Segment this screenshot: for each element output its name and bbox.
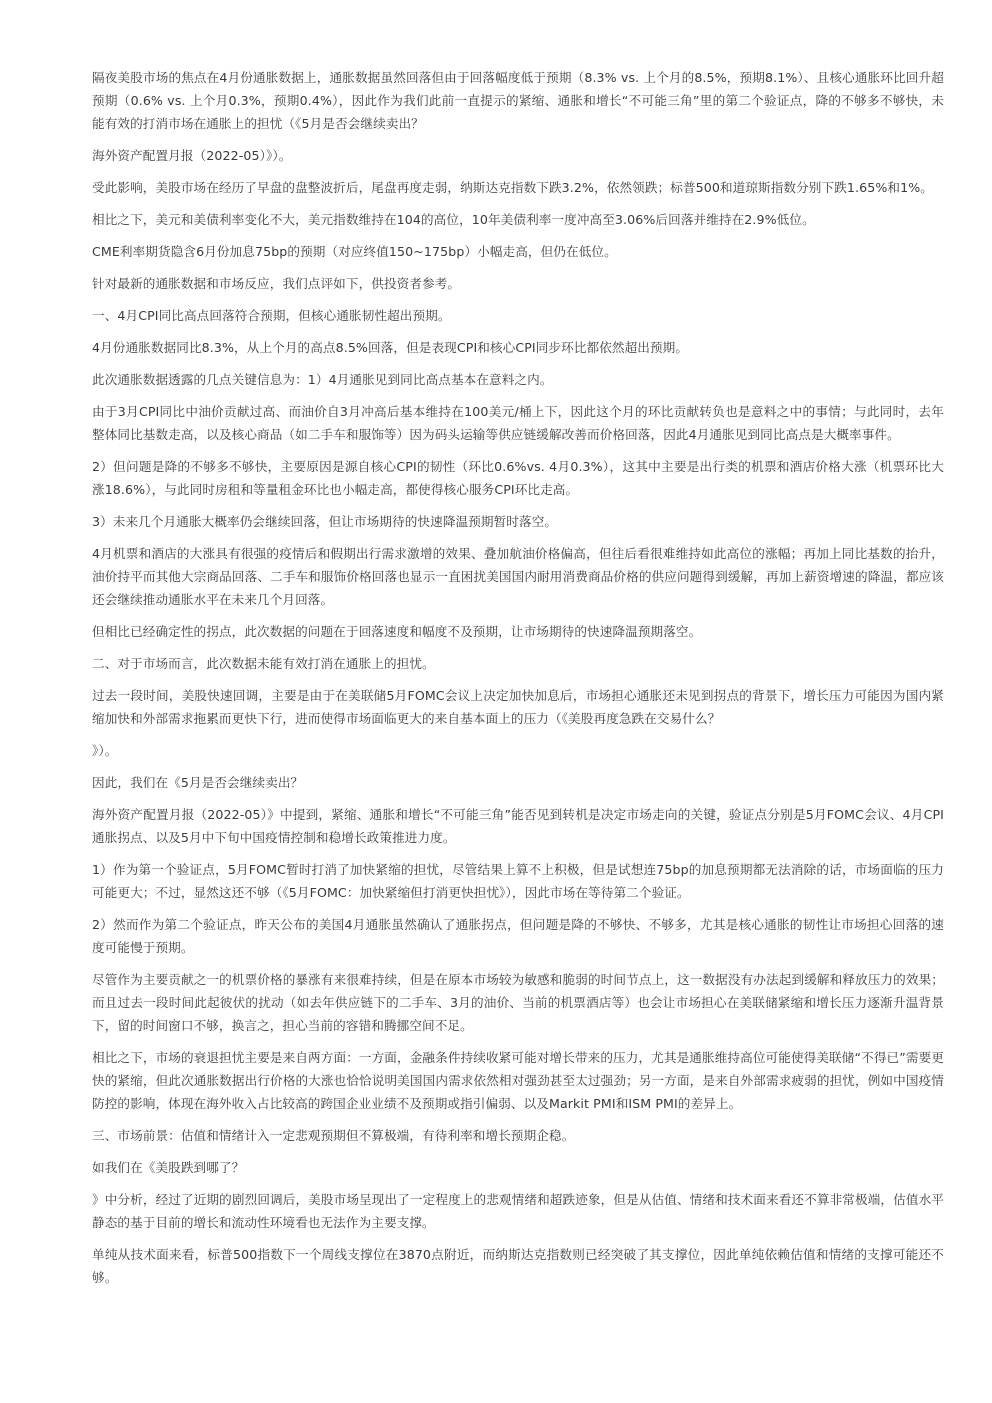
paragraph: 1）作为第一个验证点，5月FOMC暂时打消了加快紧缩的担忧，尽管结果上算不上积极，但是试想连75bp的加息预期都无法消除的话，市场面临的压力可能更大；不过，显然这还不够（《5月FOMC：加快紧缩但打消更快担忧》），因此市场在等待第二个验证。 xyxy=(92,862,944,900)
paragraph: 4月机票和酒店的大涨具有很强的疫情后和假期出行需求激增的效果、叠加航油价格偏高，但往后看很难维持如此高位的涨幅；再加上同比基数的抬升，油价持平而其他大宗商品回落、二手车和服饰价格回落也显示一直困扰美国国内耐用消费商品价格的供应问题得到缓解，再加上薪资增速的降温，都应该还会继续推动通胀水平在未来几个月回落。 xyxy=(92,546,944,607)
paragraph: 尽管作为主要贡献之一的机票价格的暴涨有来很难持续，但是在原本市场较为敏感和脆弱的时间节点上，这一数据没有办法起到缓解和释放压力的效果；而且过去一段时间此起彼伏的扰动（如去年供应链下的二手车、3月的油价、当前的机票酒店等）也会让市场担心在美联储紧缩和增长压力逐渐升温背景下，留的时间窗口不够，换言之，担心当前的容错和腾挪空间不足。 xyxy=(92,972,944,1033)
paragraph: CME利率期货隐含6月份加息75bp的预期（对应终值150~175bp）小幅走高，但仍在低位。 xyxy=(92,244,617,259)
section-heading: 三、市场前景：估值和情绪计入一定悲观预期但不算极端，有待利率和增长预期企稳。 xyxy=(92,1128,575,1143)
paragraph: 针对最新的通胀数据和市场反应，我们点评如下，供投资者参考。 xyxy=(92,276,461,291)
paragraph: 由于3月CPI同比中油价贡献过高、而油价自3月冲高后基本维持在100美元/桶上下，因此这个月的环比贡献转负也是意料之中的事情；与此同时，去年整体同比基数走高，以及核心商品（如二手车和服饰等）因为码头运输等供应链缓解改善而价格回落，因此4月通胀见到同比高点是大概率事件。 xyxy=(92,404,944,442)
paragraph: 》中分析，经过了近期的剧烈回调后，美股市场呈现出了一定程度上的悲观情绪和超跌迹象，但是从估值、情绪和技术面来看还不算非常极端，估值水平静态的基于目前的增长和流动性环境看也无法作为主要支撑。 xyxy=(92,1192,944,1230)
paragraph: 4月份通胀数据同比8.3%，从上个月的高点8.5%回落，但是表现CPI和核心CPI同步环比都依然超出预期。 xyxy=(92,340,689,355)
section-heading: 二、对于市场而言，此次数据未能有效打消在通胀上的担忧。 xyxy=(92,656,435,671)
section-heading: 一、4月CPI同比高点回落符合预期，但核心通胀韧性超出预期。 xyxy=(92,308,451,323)
paragraph: 3）未来几个月通胀大概率仍会继续回落，但让市场期待的快速降温预期暂时落空。 xyxy=(92,514,558,529)
paragraph: 如我们在《美股跌到哪了？ xyxy=(92,1160,245,1175)
paragraph: 隔夜美股市场的焦点在4月份通胀数据上，通胀数据虽然回落但由于回落幅度低于预期（8.3% vs. 上个月的8.5%，预期8.1%）、且核心通胀环比回升超预期（0.6% vs. 上个月0.3%，预期0.4%），因此作为我们此前一直提示的紧缩、通胀和增长“不可能三角”里的第二个验证点，降的不够多不够快，未能有效的打消市场在通胀上的担忧（《5月是否会继续卖出？ xyxy=(92,70,944,131)
paragraph: 单纯从技术面来看，标普500指数下一个周线支撑位在3870点附近，而纳斯达克指数则已经突破了其支撑位，因此单纯依赖估值和情绪的支撑可能还不够。 xyxy=(92,1247,944,1285)
paragraph: 受此影响，美股市场在经历了早盘的盘整波折后，尾盘再度走弱，纳斯达克指数下跌3.2%，依然领跌；标普500和道琼斯指数分别下跌1.65%和1%。 xyxy=(92,180,933,195)
article-body xyxy=(92,66,944,1298)
paragraph: 2）然而作为第二个验证点，昨天公布的美国4月通胀虽然确认了通胀拐点，但问题是降的不够快、不够多，尤其是核心通胀的韧性让市场担心回落的速度可能慢于预期。 xyxy=(92,917,944,955)
paragraph: 但相比已经确定性的拐点，此次数据的问题在于回落速度和幅度不及预期，让市场期待的快速降温预期落空。 xyxy=(92,624,702,639)
paragraph: 海外资产配置月报（2022-05）》）。 xyxy=(92,148,292,163)
paragraph: 海外资产配置月报（2022-05）》中提到，紧缩、通胀和增长“不可能三角”能否见到转机是决定市场走向的关键，验证点分别是5月FOMC会议、4月CPI通胀拐点、以及5月中下旬中国疫情控制和稳增长政策推进力度。 xyxy=(92,807,944,845)
paragraph: 因此，我们在《5月是否会继续卖出？ xyxy=(92,775,304,790)
paragraph: 相比之下，美元和美债利率变化不大，美元指数维持在104的高位，10年美债利率一度冲高至3.06%后回落并维持在2.9%低位。 xyxy=(92,212,815,227)
paragraph: 此次通胀数据透露的几点关键信息为：1）4月通胀见到同比高点基本在意料之内。 xyxy=(92,372,553,387)
paragraph: 过去一段时间，美股快速回调，主要是由于在美联储5月FOMC会议上决定加快加息后，市场担心通胀还未见到拐点的背景下，增长压力可能因为国内紧缩加快和外部需求拖累而更快下行，进而使得市场面临更大的来自基本面上的压力（《美股再度急跌在交易什么？ xyxy=(92,688,944,726)
paragraph: 相比之下，市场的衰退担忧主要是来自两方面：一方面，金融条件持续收紧可能对增长带来的压力，尤其是通胀维持高位可能使得美联储“不得已”需要更快的紧缩，但此次通胀数据出行价格的大涨也恰恰说明美国国内需求依然相对强劲甚至太过强劲；另一方面，是来自外部需求疲弱的担忧，例如中国疫情防控的影响，体现在海外收入占比较高的跨国企业业绩不及预期或指引偏弱、以及Markit PMI和ISM PMI的差异上。 xyxy=(92,1050,944,1111)
paragraph: 》）。 xyxy=(92,743,118,758)
paragraph: 2）但问题是降的不够多不够快，主要原因是源自核心CPI的韧性（环比0.6%vs. 4月0.3%），这其中主要是出行类的机票和酒店价格大涨（机票环比大涨18.6%），与此同时房租和等量租金环比也小幅走高，都使得核心服务CPI环比走高。 xyxy=(92,459,944,497)
